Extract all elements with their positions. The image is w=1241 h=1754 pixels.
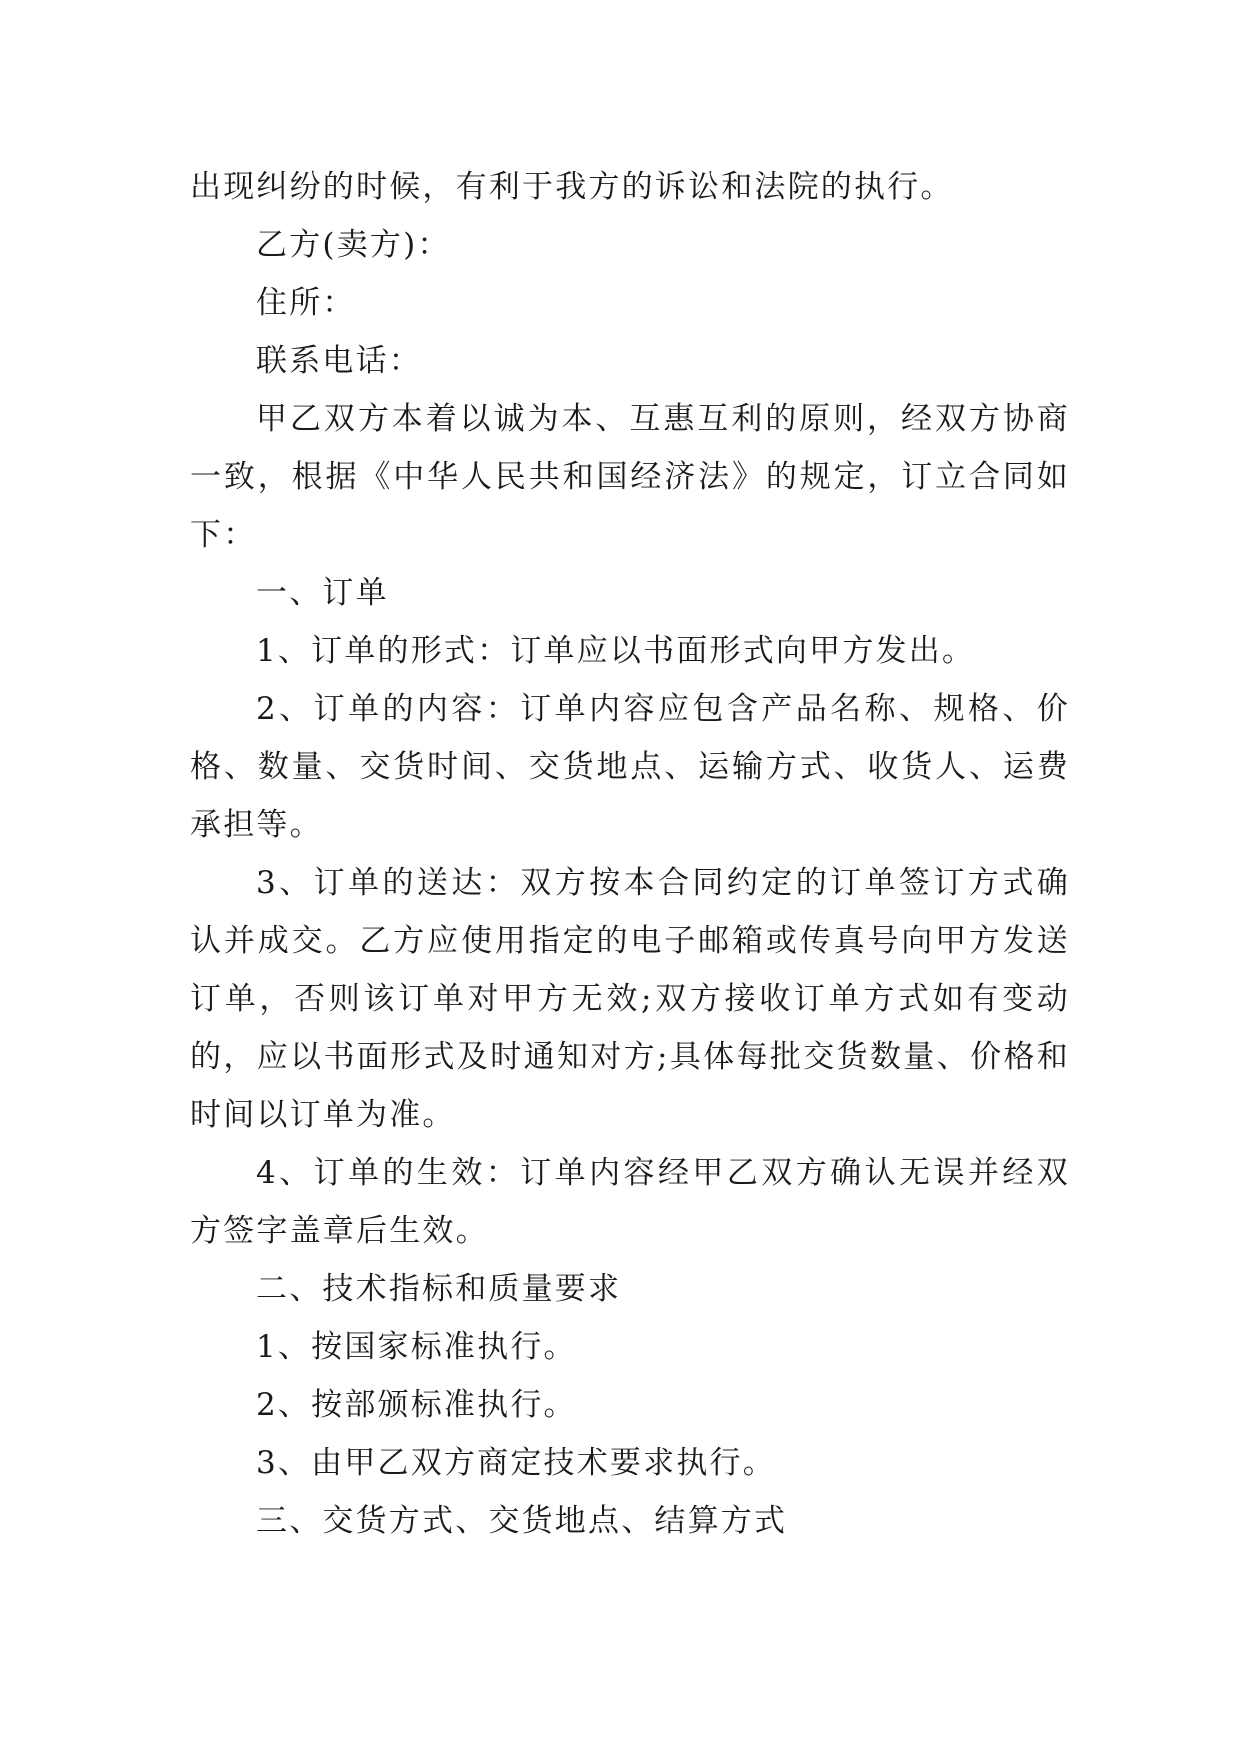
order-clause-4: 4、订单的生效：订单内容经甲乙双方确认无误并经双方签字盖章后生效。 <box>190 1155 1070 1249</box>
section-heading-delivery: 三、交货方式、交货地点、结算方式 <box>256 1503 788 1539</box>
section-heading-quality: 二、技术指标和质量要求 <box>256 1271 622 1307</box>
phone-label: 联系电话： <box>256 343 422 379</box>
preamble-paragraph: 甲乙双方本着以诚为本、互惠互利的原则，经双方协商一致，根据《中华人民共和国经济法》的规定，订立合同如下： <box>190 401 1070 553</box>
paragraph-1: 出现纠纷的时候，有利于我方的诉讼和法院的执行。 <box>190 169 954 205</box>
quality-clause-1: 1、按国家标准执行。 <box>256 1329 577 1365</box>
order-clause-3: 3、订单的送达：双方按本合同约定的订单签订方式确认并成交。乙方应使用指定的电子邮箱或传真号向甲方发送订单，否则该订单对甲方无效;双方接收订单方式如有变动的，应以书面形式及时通知对方;具体每批交货数量、价格和时间以订单为准。 <box>190 865 1070 1133</box>
seller-label: 乙方(卖方)： <box>256 227 451 263</box>
order-clause-1: 1、订单的形式：订单应以书面形式向甲方发出。 <box>256 633 976 669</box>
quality-clause-2: 2、按部颁标准执行。 <box>256 1387 577 1423</box>
quality-clause-3: 3、由甲乙双方商定技术要求执行。 <box>256 1445 776 1481</box>
address-label: 住所： <box>256 285 356 321</box>
order-clause-2: 2、订单的内容：订单内容应包含产品名称、规格、价格、数量、交货时间、交货地点、运输方式、收货人、运费承担等。 <box>190 691 1070 843</box>
section-heading-order: 一、订单 <box>256 575 389 611</box>
document-body <box>190 158 1070 1550</box>
